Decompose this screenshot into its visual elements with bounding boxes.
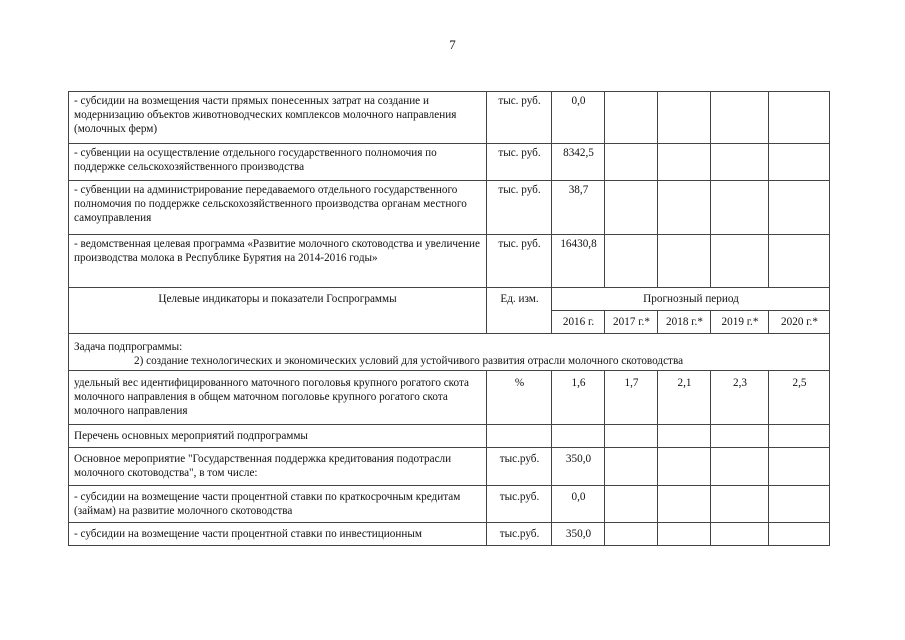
row-value: 38,7 [552,181,605,235]
empty-cell [711,486,769,523]
task-item: 2) создание технологических и экономических условий для устойчивого развития отрасли молочного скотоводства [134,355,684,367]
table-row [69,144,830,181]
year-header: 2016 г. [552,311,605,334]
table-row [69,235,830,288]
row-unit: тыс.руб. [487,523,552,546]
table-row [69,486,830,523]
empty-cell [711,425,769,448]
task-cell [69,334,830,371]
empty-cell [769,92,830,144]
task-row [69,334,830,371]
table-row [69,448,830,486]
empty-cell [605,425,658,448]
indicator-header: Целевые индикаторы и показатели Госпрограммы [69,288,487,334]
indicator-value: 1,7 [605,371,658,425]
empty-cell [658,181,711,235]
indicator-value: 2,3 [711,371,769,425]
row-description: - субсидии на возмещение части процентной ставки по инвестиционным [69,523,487,546]
row-description: - субсидии на возмещение части процентной ставки по краткосрочным кредитам (займам) на развитие молочного скотоводства [69,486,487,523]
empty-cell [605,181,658,235]
task-title: Задача подпрограммы: [74,341,183,353]
row-value: 0,0 [552,486,605,523]
empty-cell [605,92,658,144]
empty-cell [658,486,711,523]
header-row [69,288,830,311]
indicator-value: 1,6 [552,371,605,425]
empty-cell [605,448,658,486]
row-value: 8342,5 [552,144,605,181]
row-unit: тыс. руб. [487,144,552,181]
empty-cell [658,144,711,181]
empty-cell [658,448,711,486]
row-unit: тыс.руб. [487,486,552,523]
row-value: 350,0 [552,448,605,486]
activities-header: Перечень основных мероприятий подпрограммы [69,425,487,448]
empty-cell [605,235,658,288]
row-value: 16430,8 [552,235,605,288]
empty-cell [605,523,658,546]
table-row [69,181,830,235]
empty-cell [711,181,769,235]
row-description: - ведомственная целевая программа «Развитие молочного скотоводства и увеличение производства молока в Республике Бурятия на 2014-2016 годы» [69,235,487,288]
empty-cell [487,425,552,448]
indicator-row [69,371,830,425]
row-value: 350,0 [552,523,605,546]
table-row [69,523,830,546]
year-header: 2020 г.* [769,311,830,334]
empty-cell [769,425,830,448]
empty-cell [658,235,711,288]
row-description: - субсидии на возмещения части прямых понесенных затрат на создание и модернизацию объектов животноводческих комплексов молочного направления (молочных ферм) [69,92,487,144]
empty-cell [711,448,769,486]
row-value: 0,0 [552,92,605,144]
empty-cell [711,523,769,546]
row-description: - субвенции на осуществление отдельного государственного полномочия по поддержке сельскохозяйственного производства [69,144,487,181]
empty-cell [658,523,711,546]
indicator-value: 2,1 [658,371,711,425]
empty-cell [658,425,711,448]
empty-cell [769,144,830,181]
row-description: Основное мероприятие "Государственная поддержка кредитования подотрасли молочного скотоводства", в том числе: [69,448,487,486]
indicator-description: удельный вес идентифицированного маточного поголовья крупного рогатого скота молочного направления в общем маточном поголовье крупного рогатого скота молочного направления [69,371,487,425]
activities-header-row [69,425,830,448]
empty-cell [769,486,830,523]
indicator-value: 2,5 [769,371,830,425]
page-number: 7 [449,37,456,52]
empty-cell [769,523,830,546]
subprogram-table [68,91,830,546]
year-header: 2019 г.* [711,311,769,334]
empty-cell [552,425,605,448]
row-unit: тыс. руб. [487,235,552,288]
row-unit: тыс. руб. [487,181,552,235]
row-unit: тыс. руб. [487,92,552,144]
empty-cell [711,144,769,181]
empty-cell [769,235,830,288]
forecast-period-header: Прогнозный период [552,288,830,311]
year-header: 2017 г.* [605,311,658,334]
table-row [69,92,830,144]
empty-cell [769,181,830,235]
year-header: 2018 г.* [658,311,711,334]
indicator-unit: % [487,371,552,425]
empty-cell [605,144,658,181]
empty-cell [658,92,711,144]
empty-cell [605,486,658,523]
row-description: - субвенции на администрирование передаваемого отдельного государственного полномочия по поддержке сельскохозяйственного производства органам местного самоуправления [69,181,487,235]
row-unit: тыс.руб. [487,448,552,486]
unit-header: Ед. изм. [487,288,552,334]
empty-cell [769,448,830,486]
empty-cell [711,92,769,144]
empty-cell [711,235,769,288]
